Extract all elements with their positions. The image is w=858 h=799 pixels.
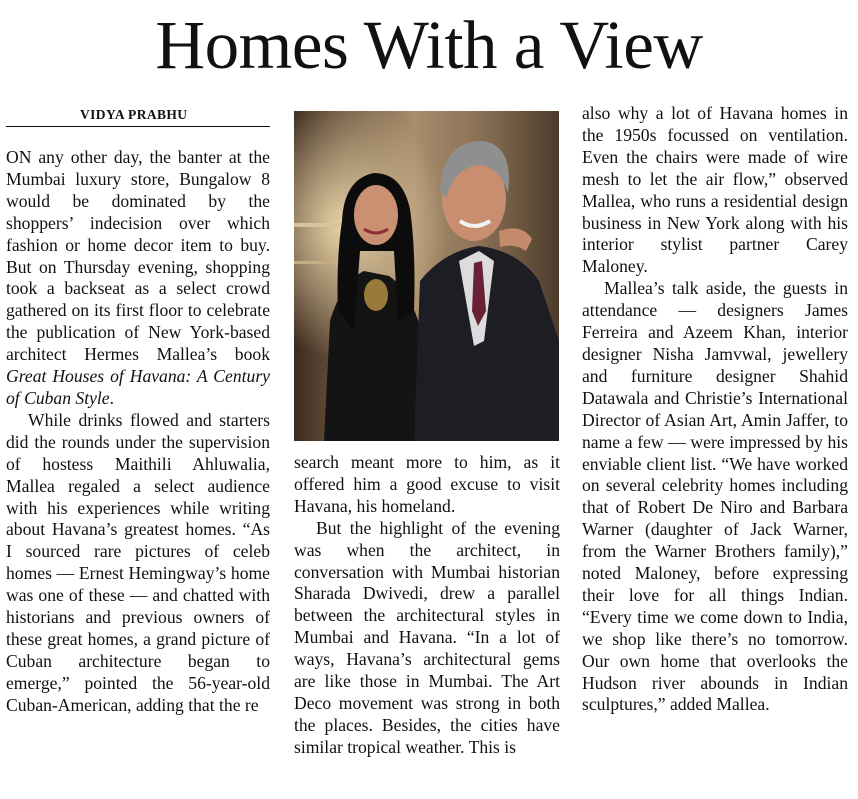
article-paragraph [6,410,270,717]
paragraph-text: ON any other day, the banter at the Mumbai luxury store, Bungalow 8 would be dominated by the shoppers’ indecision over which fashion or home decor item to buy. But on Thursday evening, shopping took a backseat as a select crowd gathered on its first floor to celebrate the publication of New York-based architect Hermes Mallea’s book [6,147,270,365]
paragraph-text: also why a lot of Havana homes in the 1950s focussed on ventilation. Even the chairs were made of wire mesh to let the air flow,” observed Mallea, who runs a residential design business in New York along with his interior stylist partner Carey Maloney. [582,103,848,277]
paragraph-text: Mallea’s talk aside, the guests in attendance — designers James Ferreira and Azeem Khan, interior designer Nisha Jamvwal, jewellery and furniture designer Shahid Datawala and Christie’s International Director of Asian Art, Amin Jaffer, to name a few — were impressed by his enviable client list. “We have worked on several celebrity homes including that of Robert De Niro and Barbara Warner (daughter of Jack Warner, from the Warner Brothers family),” noted Maloney, before expressing their love for all things Indian. “Every time we come down to India, we shop like there’s no tomorrow. Our own home that overlooks the Hudson river abounds in Indian sculptures,” added Mallea. [582,278,848,715]
article-paragraph [6,147,270,410]
byline: VIDYA PRABHU [6,106,270,127]
article-column-2 [294,452,560,786]
article-paragraph [294,452,560,518]
book-title: Great Houses of Havana: A Century of Cuban Style [6,366,270,408]
paragraph-text: While drinks flowed and starters did the rounds under the supervision of hostess Maithili Ahluwalia, Mallea regaled a select audience with his experiences while writing about Havana’s greatest homes. “As I sourced rare pictures of celeb homes — Ernest Hemingway’s home was one of these — and chatted with historians and previous owners of these great homes, a grand picture of Cuban architecture began to emerge,” pointed the 56-year-old Cuban-American, adding that the re [6,409,270,715]
article-paragraph [582,278,848,716]
article-column-3 [582,103,848,787]
paragraph-text: But the highlight of the evening was when the architect, in conversation with Mumbai historian Sharada Dwivedi, drew a parallel between the architectural styles in Mumbai and Havana. “In a lot of ways, Havana’s architectural gems are like those in Mumbai. The Art Deco movement was strong in both the places. Besides, the cities have similar tropical weather. This is [294,517,560,757]
portrait-photo [294,111,559,441]
paragraph-text: . [109,387,115,408]
article-paragraph [294,518,560,759]
headline: Homes With a View [155,7,703,83]
portrait-photo-icon [294,111,559,441]
paragraph-text: search meant more to him, as it offered him a good excuse to visit Havana, his homeland. [294,452,560,516]
article-paragraph [582,103,848,278]
article-column-1 [6,147,270,787]
